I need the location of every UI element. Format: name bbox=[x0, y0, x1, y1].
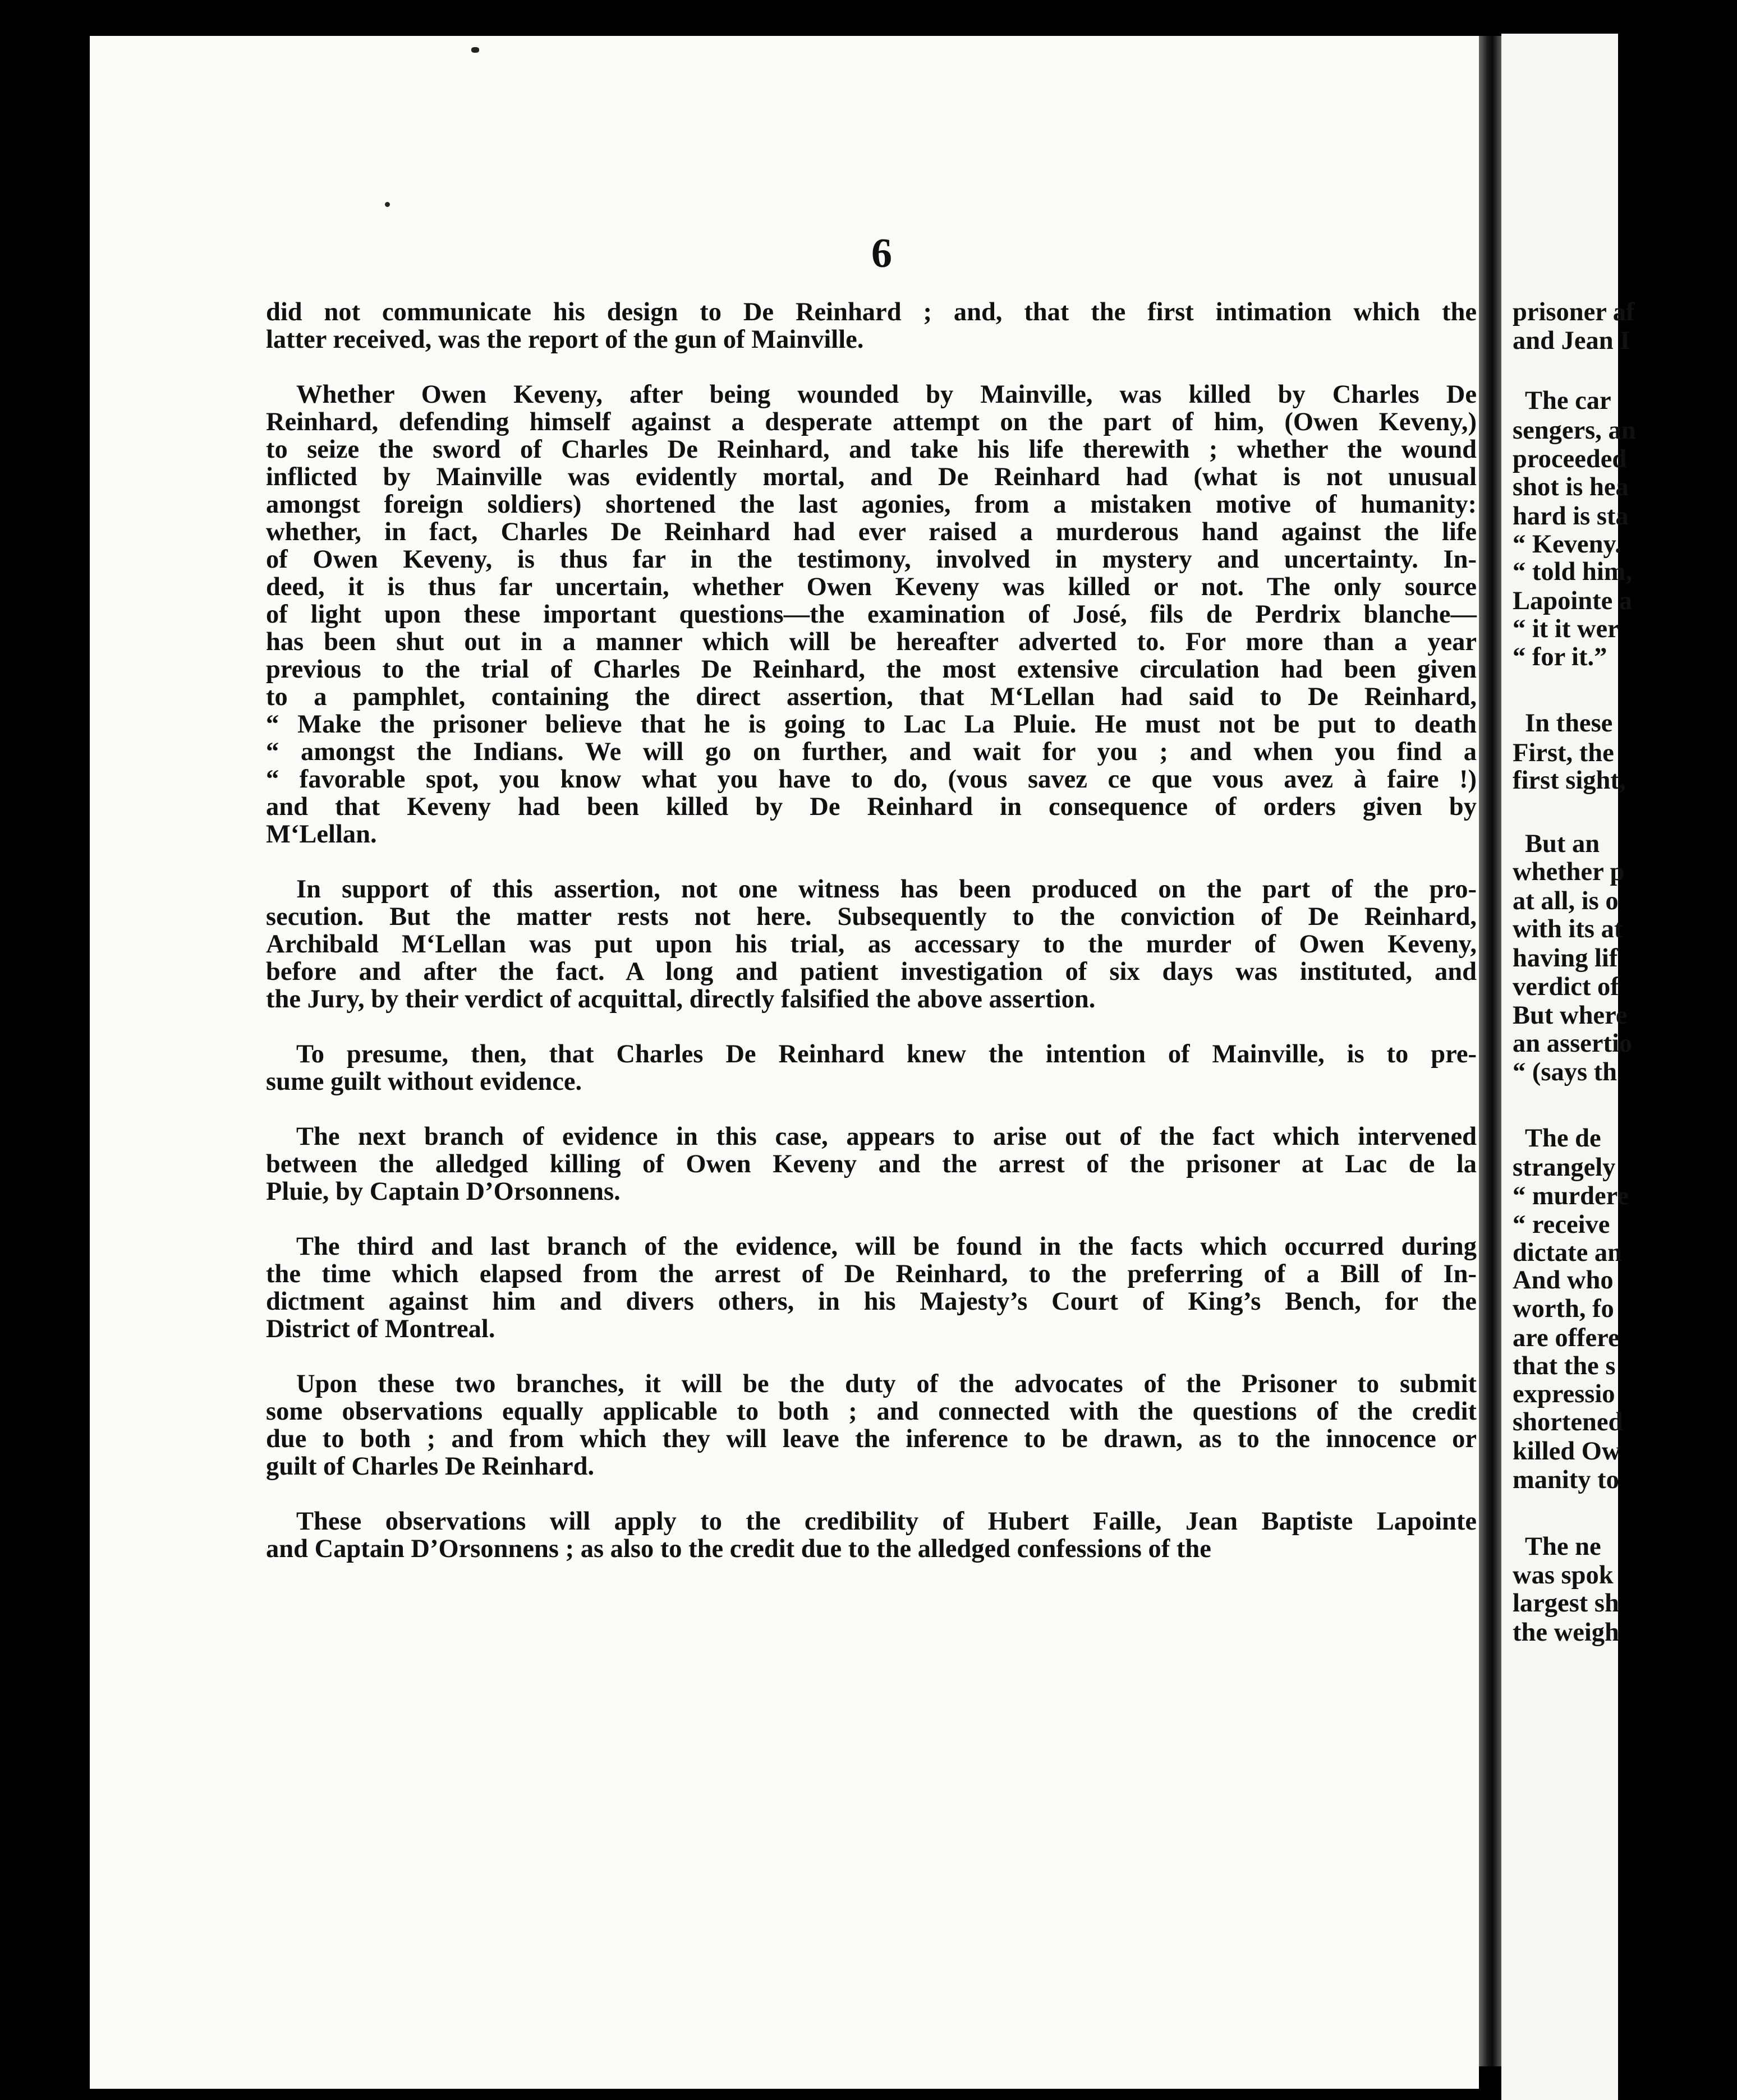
paragraph bbox=[266, 381, 1477, 848]
text-line: of Owen Keveny, is thus far in the testimony, involved in mystery and uncertainty. In- bbox=[266, 545, 1477, 574]
adjacent-text-line: proceeded bbox=[1513, 445, 1627, 473]
paragraph bbox=[266, 1233, 1477, 1343]
text-line: due to both ; and from which they will leave the inference to be drawn, as to the innocence or bbox=[266, 1425, 1477, 1453]
text-line: Pluie, by Captain D’Orsonnens. bbox=[266, 1177, 621, 1206]
adjacent-text-line: shortened bbox=[1513, 1408, 1623, 1436]
adjacent-text-line: that the s bbox=[1513, 1352, 1616, 1380]
adjacent-text-line: and Jean I bbox=[1513, 326, 1630, 355]
speck bbox=[385, 202, 390, 207]
body-text bbox=[266, 298, 1477, 1590]
text-line: Reinhard, defending himself against a desperate attempt on the part of him, (Owen Keveny,) bbox=[266, 408, 1477, 436]
text-line: Whether Owen Keveny, after being wounded by Mainville, was killed by Charles De bbox=[296, 380, 1477, 409]
text-line: of light upon these important questions—the examination of José, fils de Perdrix blanche— bbox=[266, 600, 1477, 629]
adjacent-text-line: “ receive bbox=[1513, 1210, 1610, 1239]
adjacent-text-line: And who bbox=[1513, 1266, 1614, 1295]
text-line: guilt of Charles De Reinhard. bbox=[266, 1452, 595, 1481]
text-line: inflicted by Mainville was evidently mortal, and De Reinhard had (what is not unusual bbox=[266, 463, 1477, 491]
text-line: The next branch of evidence in this case, appears to arise out of the fact which intervened bbox=[296, 1122, 1477, 1151]
adjacent-text-line: But where bbox=[1513, 1001, 1628, 1030]
text-line: whether, in fact, Charles De Reinhard had ever raised a murderous hand against the life bbox=[266, 518, 1477, 546]
adjacent-text-line: But an bbox=[1525, 830, 1600, 858]
adjacent-text-line: was spok bbox=[1513, 1561, 1614, 1590]
adjacent-text-line: First, the bbox=[1513, 739, 1614, 767]
speck bbox=[471, 47, 479, 53]
text-line: M‘Lellan. bbox=[266, 820, 377, 849]
adjacent-text-line: dictate an bbox=[1513, 1238, 1623, 1267]
adjacent-text-line: first sight, bbox=[1513, 766, 1626, 795]
adjacent-text-line: “ Keveny. bbox=[1513, 530, 1621, 559]
text-line: To presume, then, that Charles De Reinhard knew the intention of Mainville, is to pre- bbox=[296, 1040, 1477, 1069]
text-line: These observations will apply to the credibility of Hubert Faille, Jean Baptiste Lapointe bbox=[296, 1507, 1477, 1536]
adjacent-text-line: are offere bbox=[1513, 1324, 1620, 1352]
text-line: “ favorable spot, you know what you have to do, (vous savez ce que vous avez à faire !) bbox=[266, 765, 1477, 794]
page-gutter bbox=[1479, 36, 1501, 2066]
text-line: Archibald M‘Lellan was put upon his trial, as accessary to the murder of Owen Keveny, bbox=[266, 930, 1477, 959]
text-line: sume guilt without evidence. bbox=[266, 1067, 582, 1096]
text-line: dictment against him and divers others, in his Majesty’s Court of King’s Bench, for the bbox=[266, 1287, 1477, 1316]
text-line: and Captain D’Orsonnens ; as also to the credit due to the alledged confessions of the bbox=[266, 1535, 1211, 1563]
paragraph bbox=[266, 1508, 1477, 1563]
adjacent-text-line: “ (says th bbox=[1513, 1058, 1617, 1086]
adjacent-text-line: at all, is o bbox=[1513, 887, 1619, 915]
text-line: some observations equally applicable to both ; and connected with the questions of the credit bbox=[266, 1397, 1477, 1426]
adjacent-text-line: strangely bbox=[1513, 1153, 1616, 1182]
text-line: deed, it is thus far uncertain, whether Owen Keveny was killed or not. The only source bbox=[266, 573, 1477, 601]
adjacent-text-line: hard is sta bbox=[1513, 502, 1629, 531]
text-line: did not communicate his design to De Reinhard ; and, that the first intimation which the bbox=[266, 298, 1477, 326]
paragraph bbox=[266, 876, 1477, 1013]
adjacent-text-line: “ murdere bbox=[1513, 1182, 1629, 1210]
adjacent-text-line: The car bbox=[1525, 386, 1611, 415]
adjacent-text-line: worth, fo bbox=[1513, 1295, 1614, 1323]
adjacent-text-line: expressio bbox=[1513, 1380, 1615, 1408]
text-line: “ amongst the Indians. We will go on further, and wait for you ; and when you find a bbox=[266, 738, 1477, 766]
text-line: Upon these two branches, it will be the duty of the advocates of the Prisoner to submit bbox=[296, 1370, 1477, 1398]
text-line: the Jury, by their verdict of acquittal, directly falsified the above assertion. bbox=[266, 985, 1096, 1014]
text-line: District of Montreal. bbox=[266, 1315, 495, 1343]
text-line: to a pamphlet, containing the direct assertion, that M‘Lellan had said to De Reinhard, bbox=[266, 683, 1477, 711]
page-number: 6 bbox=[871, 231, 892, 277]
adjacent-text-line: The de bbox=[1525, 1124, 1601, 1153]
paragraph bbox=[266, 298, 1477, 353]
adjacent-text-line: verdict of bbox=[1513, 973, 1619, 1001]
adjacent-text-line: shot is hea bbox=[1513, 473, 1629, 501]
adjacent-text-line: killed Ow bbox=[1513, 1437, 1621, 1466]
adjacent-text-line: “ for it.” bbox=[1513, 643, 1607, 671]
adjacent-text-line: prisoner af bbox=[1513, 298, 1635, 326]
adjacent-text-line: the weigh bbox=[1513, 1618, 1619, 1647]
adjacent-text-line: “ told him, bbox=[1513, 558, 1633, 586]
paragraph bbox=[266, 1040, 1477, 1095]
adjacent-text-line: largest sh bbox=[1513, 1589, 1619, 1618]
adjacent-text-line: The ne bbox=[1525, 1532, 1601, 1561]
adjacent-text-line: manity to bbox=[1513, 1466, 1619, 1494]
text-line: between the alledged killing of Owen Keveny and the arrest of the prisoner at Lac de la bbox=[266, 1150, 1477, 1178]
text-line: the time which elapsed from the arrest of De Reinhard, to the preferring of a Bill of In- bbox=[266, 1260, 1477, 1288]
paragraph bbox=[266, 1123, 1477, 1205]
text-line: before and after the fact. A long and patient investigation of six days was instituted, and bbox=[266, 957, 1477, 986]
text-line: amongst foreign soldiers) shortened the last agonies, from a mistaken motive of humanity: bbox=[266, 490, 1477, 519]
adjacent-text-line: In these bbox=[1525, 709, 1613, 738]
text-line: previous to the trial of Charles De Reinhard, the most extensive circulation had been given bbox=[266, 655, 1477, 684]
text-line: to seize the sword of Charles De Reinhard, and take his life therewith ; whether the wound bbox=[266, 435, 1477, 464]
text-line: has been shut out in a manner which will be hereafter adverted to. For more than a year bbox=[266, 628, 1477, 656]
text-line: and that Keveny had been killed by De Reinhard in consequence of orders given by bbox=[266, 793, 1477, 821]
adjacent-text-line: “ it it wer bbox=[1513, 615, 1619, 643]
text-line: In support of this assertion, not one witness has been produced on the part of the pro- bbox=[296, 875, 1477, 904]
paragraph bbox=[266, 1370, 1477, 1480]
adjacent-text-line: Lapointe a bbox=[1513, 587, 1633, 615]
adjacent-text-line: an assertio bbox=[1513, 1029, 1633, 1058]
adjacent-text-line: sengers, an bbox=[1513, 416, 1636, 445]
text-line: “ Make the prisoner believe that he is going to Lac La Pluie. He must not be put to death bbox=[266, 710, 1477, 739]
adjacent-text-line: whether p bbox=[1513, 858, 1625, 886]
adjacent-page bbox=[1501, 34, 1636, 2100]
adjacent-text-line: having lif bbox=[1513, 944, 1618, 973]
text-line: secution. But the matter rests not here. Subsequently to the conviction of De Reinhard, bbox=[266, 902, 1477, 931]
text-line: latter received, was the report of the gun of Mainville. bbox=[266, 325, 864, 354]
text-line: The third and last branch of the evidence, will be found in the facts which occurred during bbox=[296, 1232, 1477, 1261]
adjacent-text-line: with its at bbox=[1513, 915, 1623, 943]
